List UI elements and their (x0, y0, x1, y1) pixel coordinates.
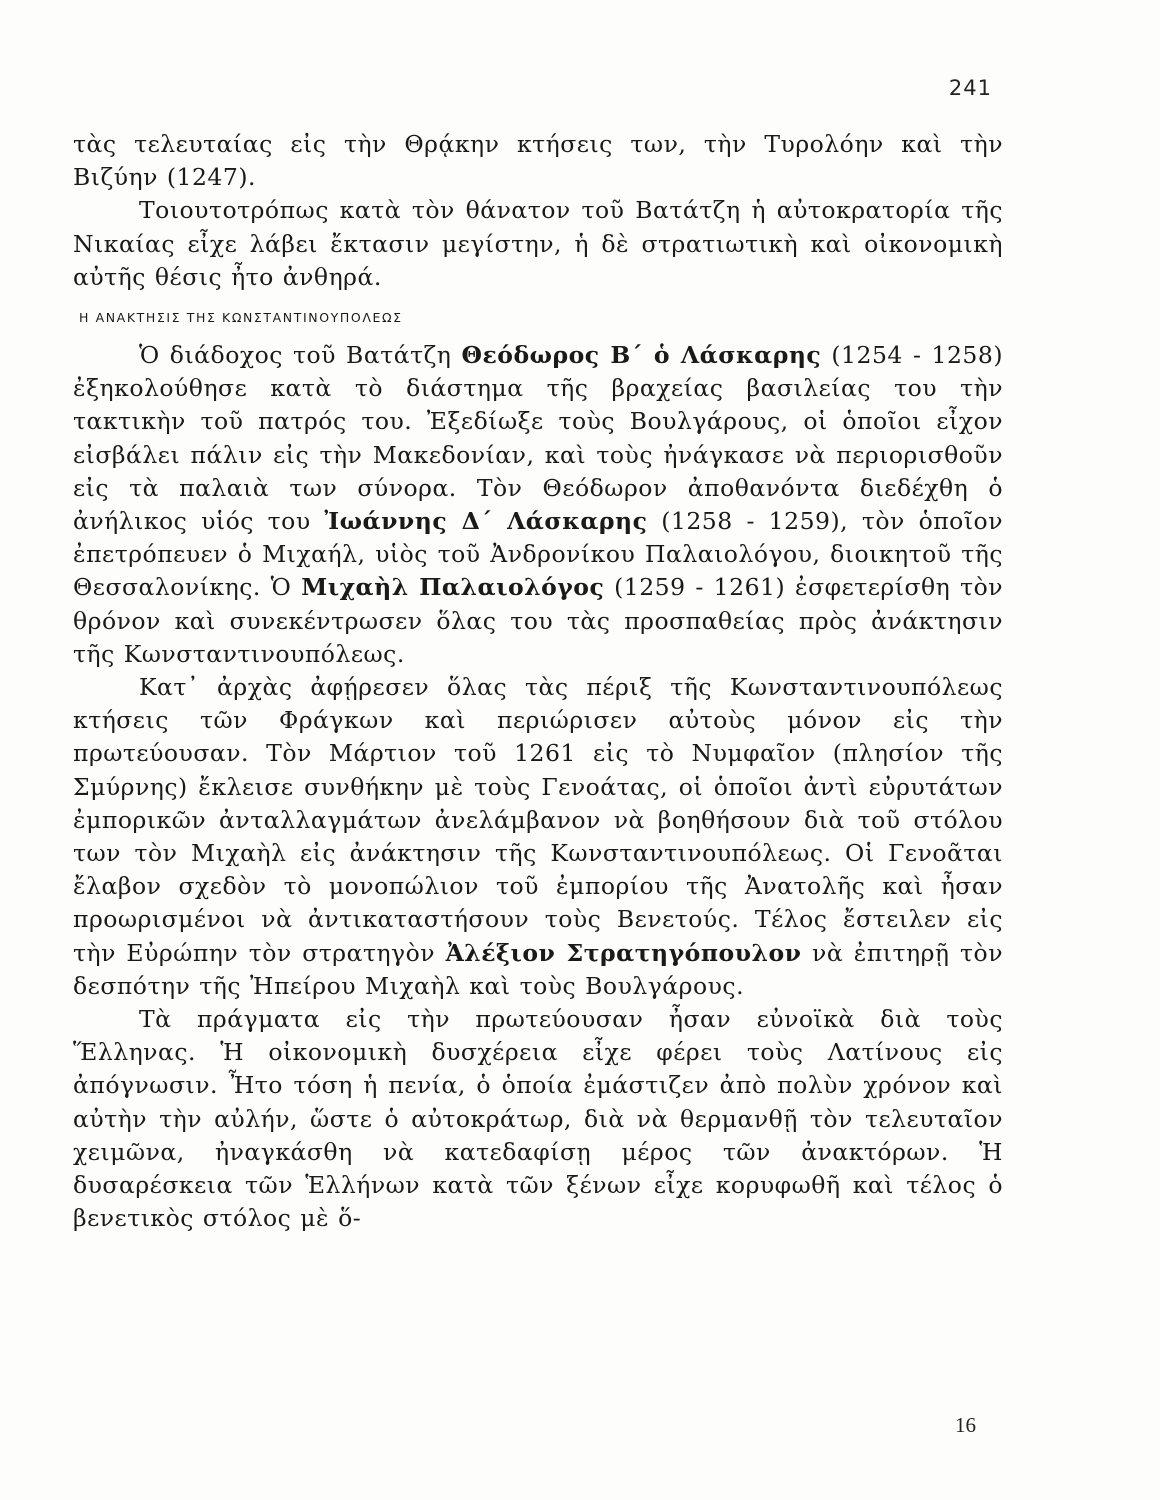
paragraph-continuation (73, 128, 1003, 194)
body-text (73, 128, 1003, 1236)
paragraph-text: νὰ ἐπιτηρῇ τὸν δεσπότην τῆς Ἠπείρου Μιχαὴλ καὶ τοὺς Βουλγάρους. (73, 938, 1003, 1000)
paragraph-text: Τοιουτοτρόπως κατὰ τὸν θάνατον τοῦ Βατάτζη ἡ αὐτοκρατορία τῆς Νικαίας εἶχε λάβει ἔκτασιν μεγίστην, ἡ δὲ στρατιωτικὴ καὶ οἰκονομικὴ αὐτῆς θέσις ἦτο ἀνθηρά. (73, 196, 1003, 291)
paragraph-text: (1259 - 1261) ἐσφετερίσθη τὸν θρόνον καὶ συνεκέντρωσεν ὅλας του τὰς προσπαθείας πρὸς ἀνάκτησιν τῆς Κωνσταντινουπόλεως. (73, 573, 1004, 668)
paragraph-text: (1254 - 1258) ἐξηκολούθησε κατὰ τὸ διάστημα τῆς βραχείας βασιλείας του τὴν τακτικὴν τοῦ πατρός του. Ἐξεδίωξε τοὺς Βουλγάρους, οἱ ὁποῖοι εἶχον εἰσβάλει πάλιν εἰς τὴν Μακεδονίαν, καὶ τοὺς ἠνάγκασε νὰ περιορισθοῦν εἰς τὰ παλαιὰ των σύνορα. Τὸν Θεόδωρον ἀποθανόντα διεδέχθη ὁ ἀνήλικος υἱός του (73, 341, 1003, 536)
paragraph-summary (73, 194, 1003, 294)
paragraph-capital (73, 1003, 1003, 1235)
paragraph-text: Ὁ διάδοχος τοῦ Βατάτζη (139, 341, 462, 370)
bold-name: Ἰωάννης Δ΄ Λάσκαρης (324, 507, 648, 536)
paragraph-text: τὰς τελευταίας εἰς τὴν Θρᾴκην κτήσεις των, τὴν Τυρολόην καὶ τὴν Βιζύην (1247). (73, 130, 1003, 192)
page-number: 241 (948, 76, 992, 100)
paragraph-nymphaion (73, 671, 1003, 1003)
bold-name: Ἀλέξιον Στρατηγόπουλον (445, 938, 802, 967)
paragraph-text: (1258 - 1259), τὸν ὁποῖον ἐπετρόπευεν ὁ Μιχαήλ, υἱὸς τοῦ Ἀνδρονίκου Παλαιολόγου, διοικητοῦ τῆς Θεσσαλονίκης. Ὁ (73, 507, 1003, 602)
section-heading: Η ΑΝΑΚΤΗΣΙΣ ΤΗΣ ΚΩΝΣΤΑΝΤΙΝΟΥΠΟΛΕΩΣ (79, 310, 403, 326)
paragraph-text: Κατ᾽ ἀρχὰς ἀφῄρεσεν ὅλας τὰς πέριξ τῆς Κωνσταντινουπόλεως κτήσεις τῶν Φράγκων καὶ περιώρισεν αὐτοὺς μόνον εἰς τὴν πρωτεύουσαν. Τὸν Μάρτιον τοῦ 1261 εἰς τὸ Νυμφαῖον (πλησίον τῆς Σμύρνης) ἔκλεισε συνθήκην μὲ τοὺς Γενοάτας, οἱ ὁποῖοι ἀντὶ εὐρυτάτων ἐμπορικῶν ἀνταλλαγμάτων ἀνελάμβανον νὰ βοηθήσουν διὰ τοῦ στόλου των τὸν Μιχαὴλ εἰς ἀνάκτησιν τῆς Κωνσταντινουπόλεως. Οἱ Γενοᾶται ἔλαβον σχεδὸν τὸ μονοπώλιον τοῦ ἐμπορίου τῆς Ἀνατολῆς καὶ ἦσαν προωρισμένοι νὰ ἀντικαταστήσουν τοὺς Βενετούς. Τέλος ἔστειλεν εἰς τὴν Εὐρώπην τὸν στρατηγὸν (73, 673, 1003, 967)
bold-name: Μιχαὴλ Παλαιολόγος (301, 573, 605, 602)
bold-name: Θεόδωρος Β΄ ὁ Λάσκαρης (461, 341, 822, 370)
signature-folio: 16 (955, 1413, 976, 1437)
paragraph-text: Τὰ πράγματα εἰς τὴν πρωτεύουσαν ἦσαν εὐνοϊκὰ διὰ τοὺς Ἕλληνας. Ἡ οἰκονομικὴ δυσχέρεια εἶχε φέρει τοὺς Λατίνους εἰς ἀπόγνωσιν. Ἦτο τόση ἡ πενία, ὁ ὁποία ἐμάστιζεν ἀπὸ πολὺν χρόνον καὶ αὐτὴν τὴν αὐλήν, ὥστε ὁ αὐτοκράτωρ, διὰ νὰ θερμανθῇ τὸν τελευταῖον χειμῶνα, ἠναγκάσθη νὰ κατεδαφίσῃ μέρος τῶν ἀνακτόρων. Ἡ δυσαρέσκεια τῶν Ἑλλήνων κατὰ τῶν ξένων εἶχε κορυφωθῆ καὶ τέλος ὁ βενετικὸς στόλος μὲ ὅ- (73, 1005, 1003, 1233)
paragraph-theodoros (73, 339, 1003, 671)
